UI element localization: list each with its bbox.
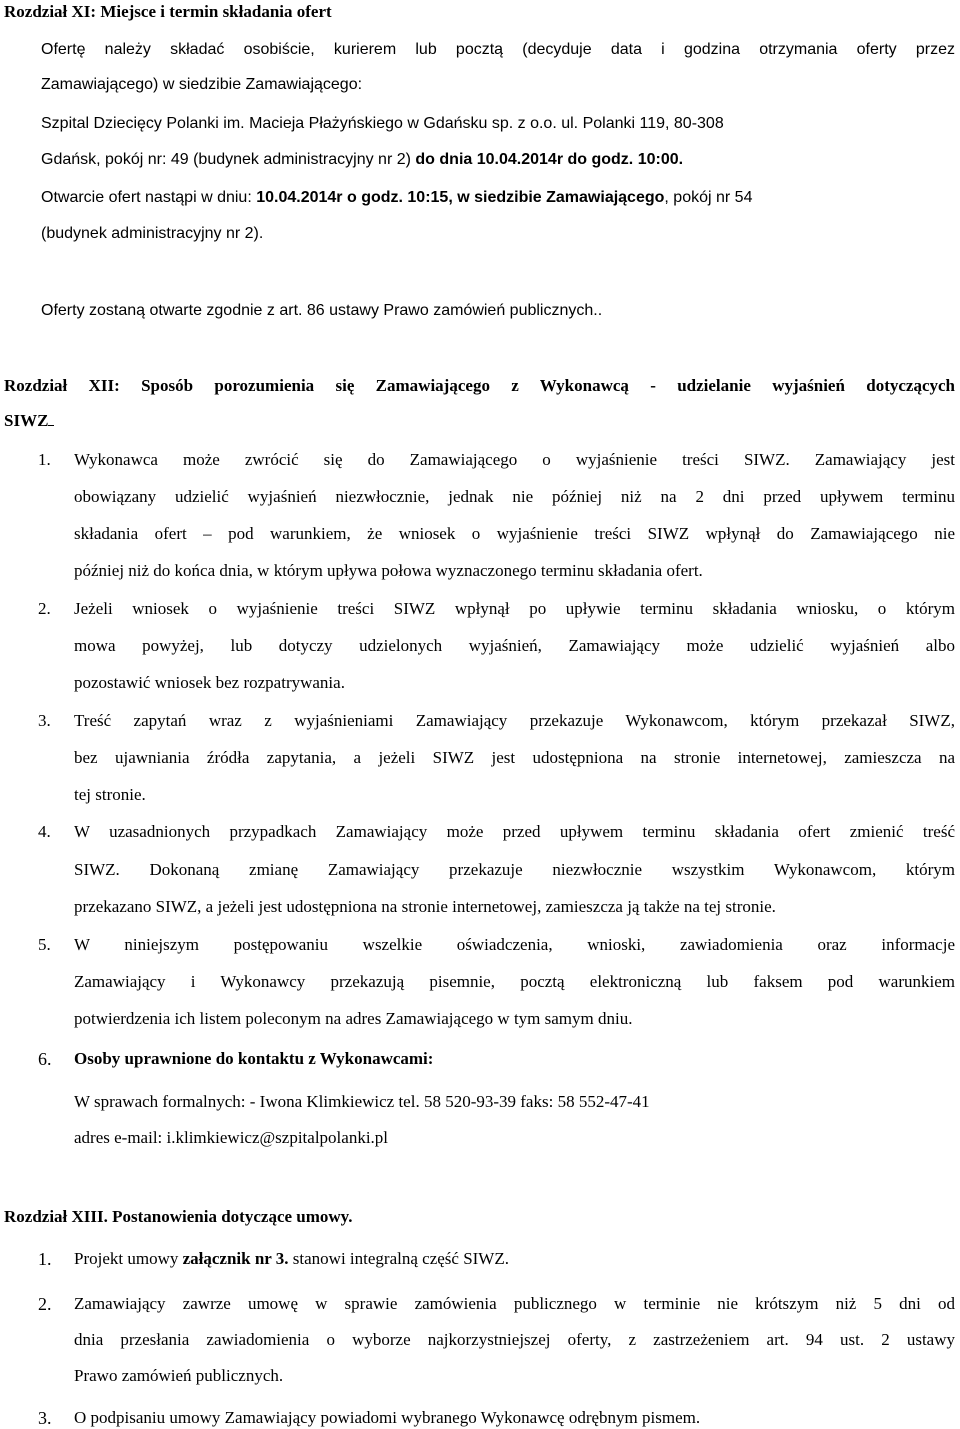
list-item-line: Zamawiający i Wykonawcy przekazują pisemnie, pocztą elektroniczną lub faksem pod warunkiem [74, 972, 955, 991]
list-item-line: mowa powyżej, lub dotyczy udzielonych wyjaśnień, Zamawiający może udzielić wyjaśnień albo [74, 636, 955, 655]
list-item-number: 4. [38, 822, 51, 841]
opening-date: 10.04.2014r o godz. 10:15, w siedzibie Zamawiającego [256, 189, 665, 206]
list-item-number: 2. [38, 599, 51, 618]
contract-item-1: Projekt umowy załącznik nr 3. stanowi integralną część SIWZ. [74, 1249, 509, 1268]
room-info: , pokój nr: 49 (budynek administracyjny nr 2) [96, 151, 416, 168]
section-xi-heading: Rozdział XI: Miejsce i termin składania ofert [4, 2, 332, 21]
list-item-line: Jeżeli wniosek o wyjaśnienie treści SIWZ wpłynął po upływie terminu składania wniosku, o którym [74, 599, 955, 618]
city: Gdańsk [41, 151, 97, 168]
section-xii-heading: Rozdział XII: Sposób porozumienia się Zamawiającego z Wykonawcą - udzielanie wyjaśnień dotyczących [4, 376, 955, 395]
list-item-line: bez ujawniania źródła zapytania, a jeżeli SIWZ jest udostępniona na stronie internetowej, zamieszcza na [74, 748, 955, 767]
contract-item-2-line: dnia przesłania zawiadomienia o wyborze najkorzystniejszej oferty, z zastrzeżeniem art. 94 ust. 2 ustawy [74, 1330, 955, 1349]
list-item-line: przekazano SIWZ, a jeżeli jest udostępniona na stronie internetowej, zamieszcza ją także na tej stronie. [74, 897, 776, 916]
contract-item-2-line: Zamawiający zawrze umowę w sprawie zamówienia publicznego w terminie nie krótszym niż 5 dni od [74, 1294, 955, 1313]
list-item-line: W niniejszym postępowaniu wszelkie oświadczenia, wnioski, zawiadomienia oraz informacje [74, 935, 955, 954]
list-item-line: później niż do końca dnia, w którym upływa połowa wyznaczonego terminu składania ofert. [74, 561, 703, 580]
list-item-line: W uzasadnionych przypadkach Zamawiający może przed upływem terminu składania ofert zmienić treść [74, 822, 955, 841]
contact-persons-title: Osoby uprawnione do kontaktu z Wykonawcami: [74, 1049, 434, 1068]
opening-label: Otwarcie ofert nastąpi w dniu: [41, 189, 257, 206]
list-item-line: tej stronie. [74, 785, 146, 804]
list-item-line: obowiązany udzielić wyjaśnień niezwłocznie, jednak nie później niż na 2 dni przed upływem terminu [74, 487, 955, 506]
contract-item-2-line: Prawo zamówień publicznych. [74, 1366, 284, 1385]
list-item-number: 2. [38, 1294, 52, 1314]
list-item-number: 1. [38, 1249, 52, 1269]
list-item-line: składania ofert – pod warunkiem, że wniosek o wyjaśnienie treści SIWZ wpłynął do Zamawiającego nie [74, 524, 955, 543]
section-xi-line-7: Oferty zostaną otwarte zgodnie z art. 86 ustawy Prawo zamówień publicznych.. [41, 302, 603, 319]
section-xii-heading-siwz: SIWZ [4, 411, 54, 431]
list-item-line: SIWZ. Dokonaną zmianę Zamawiający przekazuje niezwłocznie wszystkim Wykonawcom, którym [74, 860, 955, 879]
section-xi-line-2: Zamawiającego) w siedzibie Zamawiającego: [41, 76, 363, 93]
contact-email: adres e-mail: i.klimkiewicz@szpitalpolanki.pl [74, 1128, 389, 1147]
attachment-ref: załącznik nr 3. [182, 1249, 289, 1268]
list-item-line: Wykonawca może zwrócić się do Zamawiającego o wyjaśnienie treści SIWZ. Zamawiający jest [74, 450, 955, 469]
list-item-number: 6. [38, 1049, 52, 1069]
list-item-line: pozostawić wniosek bez rozpatrywania. [74, 673, 345, 692]
section-xiii-heading: Rozdział XIII. Postanowienia dotyczące umowy. [4, 1207, 353, 1226]
list-item-line: potwierdzenia ich listem poleconym na adres Zamawiającego w tym samym dniu. [74, 1009, 633, 1028]
list-item-number: 3. [38, 711, 51, 730]
list-item-line: Treść zapytań wraz z wyjaśnieniami Zamawiający przekazuje Wykonawcom, którym przekazał SIWZ, [74, 711, 955, 730]
section-xi-line-4 [41, 150, 683, 170]
opening-room: , pokój nr 54 [664, 189, 753, 206]
section-xi-line-6: (budynek administracyjny nr 2). [41, 225, 264, 242]
list-item-number: 3. [38, 1408, 52, 1428]
section-xi-line-3 [41, 114, 724, 134]
contact-formal: W sprawach formalnych: - Iwona Klimkiewicz tel. 58 520-93-39 faks: 58 552-47-41 [74, 1092, 650, 1111]
hospital-address: Polanki 119, 80-308 [578, 115, 724, 132]
section-xi-line-1: Ofertę należy składać osobiście, kurierem lub pocztą (decyduje data i godzina otrzymania oferty przez [41, 41, 955, 58]
contract-item-3: O podpisaniu umowy Zamawiający powiadomi wybranego Wykonawcę odrębnym pismem. [74, 1408, 701, 1427]
submission-deadline: do dnia 10.04.2014r do godz. 10:00. [415, 151, 684, 168]
section-xi-line-5 [41, 188, 752, 208]
hospital-name: Szpital Dziecięcy Polanki im. Macieja Płażyńskiego w Gdańsku sp. z o.o. ul. [41, 115, 579, 132]
list-item-number: 1. [38, 450, 51, 469]
list-item-number: 5. [38, 935, 51, 954]
